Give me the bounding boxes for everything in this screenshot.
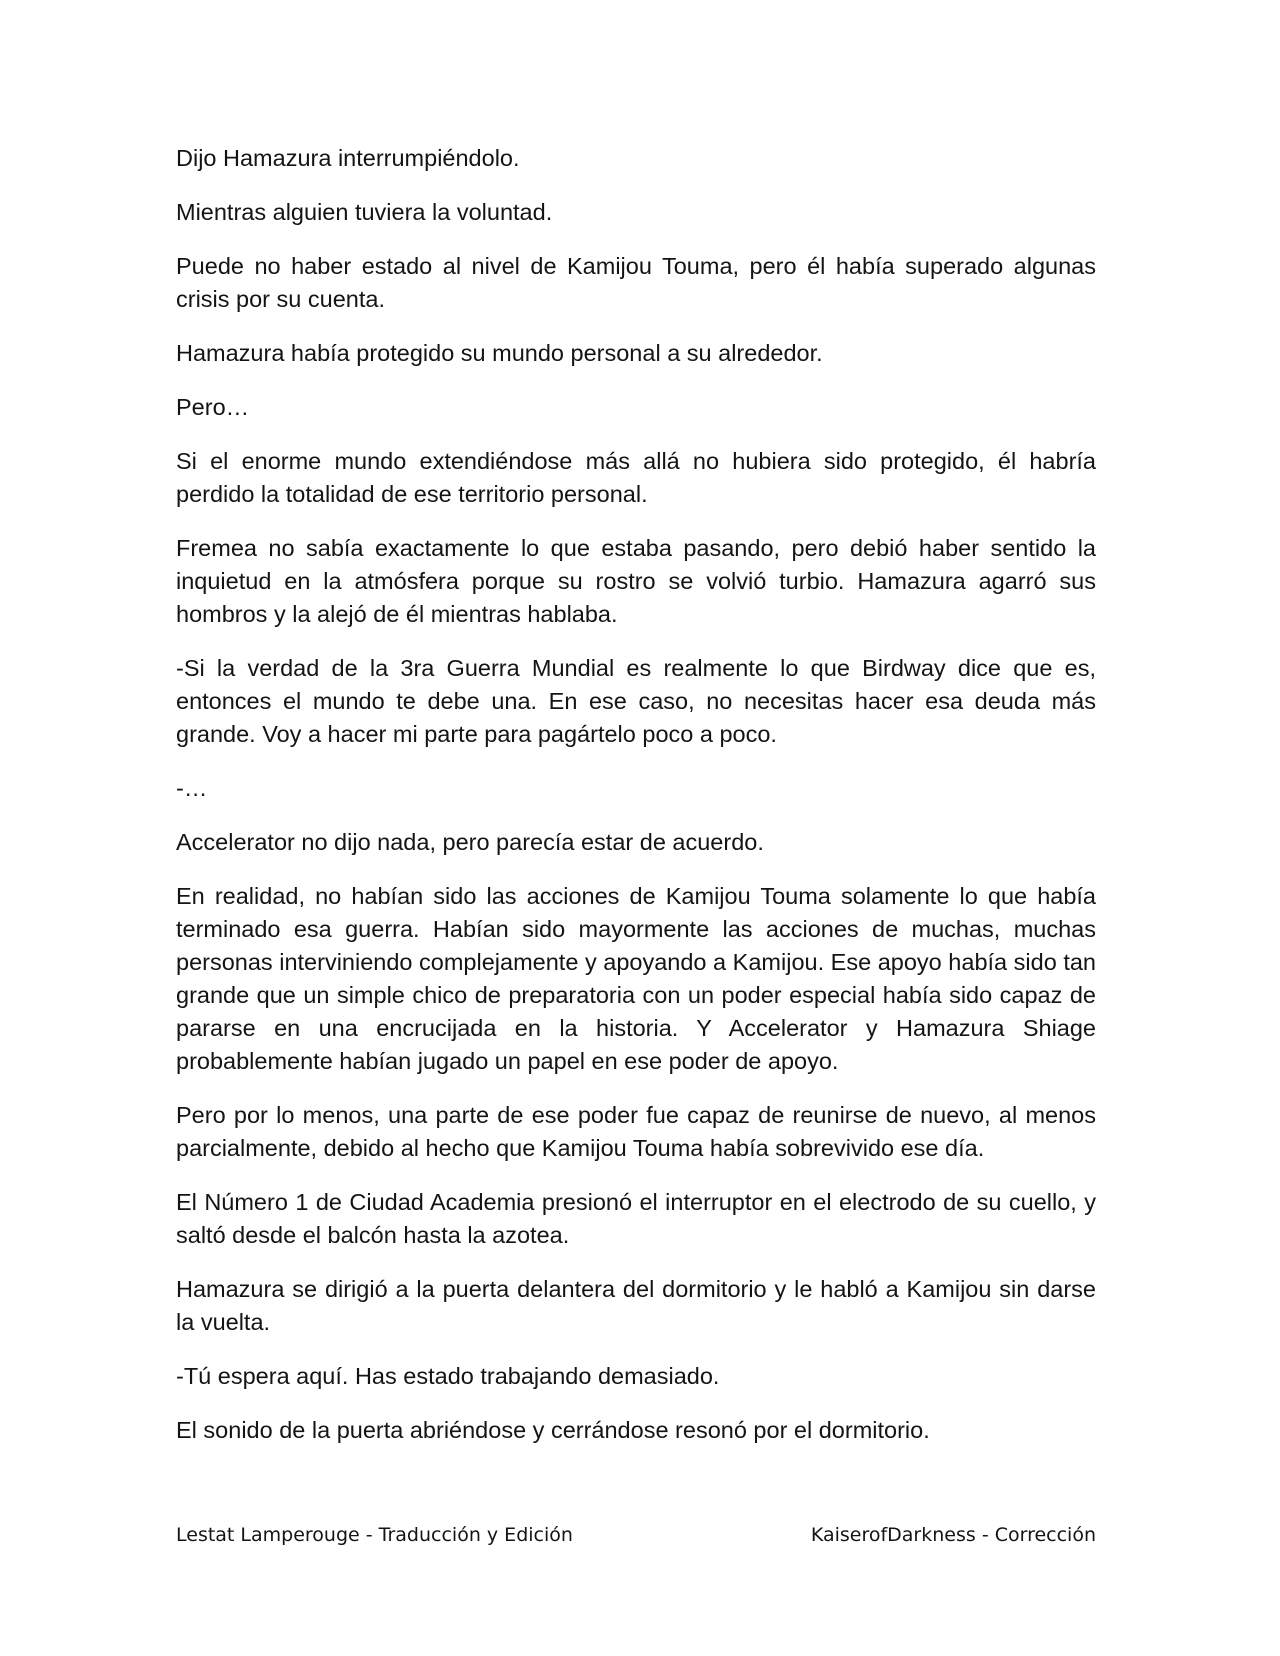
paragraph-14: Hamazura se dirigió a la puerta delantera del dormitorio y le habló a Kamijou sin darse la vuelta. xyxy=(176,1276,1096,1335)
paragraph-1: Dijo Hamazura interrumpiéndolo. xyxy=(176,145,520,171)
paragraph-10: Accelerator no dijo nada, pero parecía estar de acuerdo. xyxy=(176,829,764,855)
paragraph-12: Pero por lo menos, una parte de ese poder fue capaz de reunirse de nuevo, al menos parcialmente, debido al hecho que Kamijou Touma había sobrevivido ese día. xyxy=(176,1102,1096,1161)
paragraph-4: Hamazura había protegido su mundo personal a su alrededor. xyxy=(176,340,823,366)
paragraph-7: Fremea no sabía exactamente lo que estaba pasando, pero debió haber sentido la inquietud en la atmósfera porque su rostro se volvió turbio. Hamazura agarró sus hombros y la alejó de él mientras hablaba. xyxy=(176,535,1096,627)
paragraph-13: El Número 1 de Ciudad Academia presionó el interruptor en el electrodo de su cuello, y saltó desde el balcón hasta la azotea. xyxy=(176,1189,1096,1248)
document-body xyxy=(176,142,1096,1468)
footer-translator-credit: Lestat Lamperouge - Traducción y Edición xyxy=(176,1524,573,1546)
paragraph-16: El sonido de la puerta abriéndose y cerrándose resonó por el dormitorio. xyxy=(176,1417,930,1443)
paragraph-8: -Si la verdad de la 3ra Guerra Mundial es realmente lo que Birdway dice que es, entonces el mundo te debe una. En ese caso, no necesitas hacer esa deuda más grande. Voy a hacer mi parte para pagártelo poco a poco. xyxy=(176,655,1096,747)
paragraph-5: Pero… xyxy=(176,394,250,420)
paragraph-15: -Tú espera aquí. Has estado trabajando demasiado. xyxy=(176,1363,720,1389)
paragraph-2: Mientras alguien tuviera la voluntad. xyxy=(176,199,553,225)
footer-proofreader-credit: KaiserofDarkness - Corrección xyxy=(810,1524,1096,1546)
paragraph-3: Puede no haber estado al nivel de Kamijou Touma, pero él había superado algunas crisis por su cuenta. xyxy=(176,253,1096,312)
paragraph-9: -… xyxy=(176,775,208,801)
paragraph-11: En realidad, no habían sido las acciones de Kamijou Touma solamente lo que había terminado esa guerra. Habían sido mayormente las acciones de muchas, muchas personas interviniendo complejamente y apoyando a Kamijou. Ese apoyo había sido tan grande que un simple chico de preparatoria con un poder especial había sido capaz de pararse en una encrucijada en la historia. Y Accelerator y Hamazura Shiage probablemente habían jugado un papel en ese poder de apoyo. xyxy=(176,883,1096,1074)
paragraph-6: Si el enorme mundo extendiéndose más allá no hubiera sido protegido, él habría perdido la totalidad de ese territorio personal. xyxy=(176,448,1096,507)
page-footer xyxy=(176,1520,1096,1550)
